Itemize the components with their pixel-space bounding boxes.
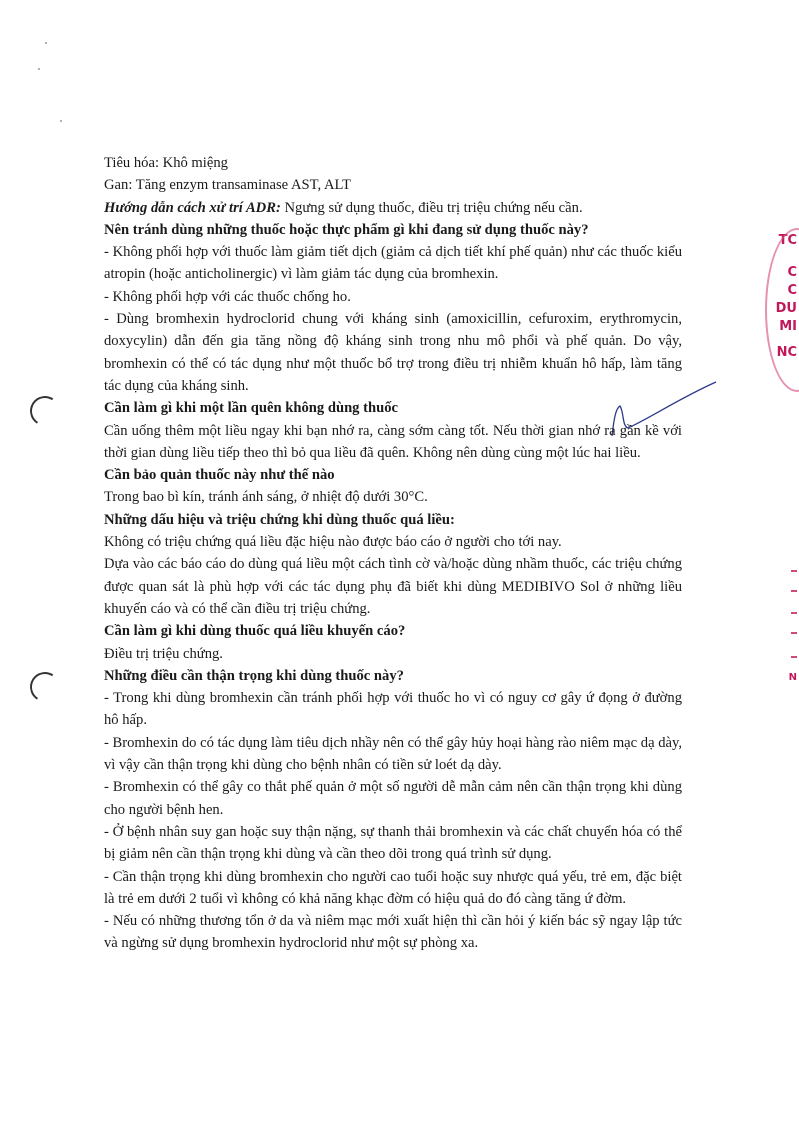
stamp-letter: MI: [779, 319, 797, 334]
document-body: [104, 152, 682, 955]
paragraph: - Bromhexin do có tác dụng làm tiêu dịch nhầy nên có thể gây hủy hoại hàng rào niêm mạc dạ dày, vì vậy cần thận trọng khi dùng cho bệnh nhân có tiền sử loét dạ dày.: [104, 734, 682, 774]
paragraph: - Trong khi dùng bromhexin cần tránh phối hợp với thuốc ho vì có nguy cơ gây ứ đọng ở đường hô hấp.: [104, 690, 682, 729]
paragraph: Điều trị triệu chứng.: [104, 645, 223, 662]
stamp-ring: [765, 228, 799, 392]
paragraph: - Bromhexin có thể gây co thắt phế quản ở một số người dễ mẫn cảm nên cần thận trọng khi dùng cho người bệnh hen.: [104, 779, 682, 818]
scan-speck: [60, 120, 62, 122]
stamp-letter: NC: [776, 345, 797, 360]
official-stamp: [769, 228, 799, 388]
stamp-fragment: [777, 560, 799, 690]
paragraph: Dựa vào các báo cáo do dùng quá liều một cách tình cờ và/hoặc dùng nhầm thuốc, các triệu chứng được quan sát là phù hợp với các tác dụng phụ đã biết khi dùng MEDIBIVO Sol ở những liều khuyến cáo và có thể cần điều trị triệu chứng.: [104, 556, 682, 617]
section-heading: Cần làm gì khi dùng thuốc quá liều khuyến cáo?: [104, 623, 406, 640]
section-heading: Nên tránh dùng những thuốc hoặc thực phẩm gì khi đang sử dụng thuốc này?: [104, 221, 589, 238]
hole-punch-mark: [27, 393, 63, 429]
text-line: Gan: Tăng enzym transaminase AST, ALT: [104, 177, 351, 194]
section-heading: Những dấu hiệu và triệu chứng khi dùng thuốc quá liều:: [104, 511, 455, 528]
section-heading: Cần bảo quản thuốc này như thế nào: [104, 467, 335, 484]
paragraph: Trong bao bì kín, tránh ánh sáng, ở nhiệt độ dưới 30°C.: [104, 489, 428, 506]
text-line: Tiêu hóa: Khô miệng: [104, 155, 228, 171]
scan-speck: [38, 68, 40, 70]
paragraph: - Không phối hợp với các thuốc chống ho.: [104, 288, 351, 305]
paragraph: - Không phối hợp với thuốc làm giảm tiết dịch (giảm cả dịch tiết khí phế quản) như các thuốc kiểu atropin (hoặc anticholinergic) vì làm giảm tác dụng của bromhexin.: [104, 244, 682, 283]
stamp-letter: C: [787, 265, 797, 280]
scan-speck: [45, 42, 47, 44]
section-heading: Cần làm gì khi một lần quên không dùng thuốc: [104, 400, 398, 417]
adr-guidance: [104, 197, 682, 219]
adr-text: Ngưng sử dụng thuốc, điều trị triệu chứng nếu cần.: [280, 199, 583, 216]
adr-label: Hướng dẫn cách xử trí ADR:: [104, 199, 281, 216]
paragraph: - Dùng bromhexin hydroclorid chung với kháng sinh (amoxicillin, cefuroxim, erythromycin, doxycylin) dẫn đến gia tăng nồng độ kháng sinh trong nhu mô phổi và phế quản. Do vậy, bromhexin có thể có tác dụng như một thuốc bổ trợ trong điều trị nhiễm khuẩn hô hấp, làm tăng tác dụng của kháng sinh.: [104, 311, 682, 394]
stamp-letter: N: [788, 672, 797, 683]
stamp-letter: DU: [775, 301, 797, 316]
paragraph: Không có triệu chứng quá liều đặc hiệu nào được báo cáo ở người cho tới nay.: [104, 534, 562, 551]
stamp-letter: C: [787, 283, 797, 298]
section-heading: Những điều cần thận trọng khi dùng thuốc này?: [104, 667, 404, 684]
paragraph: - Cần thận trọng khi dùng bromhexin cho người cao tuổi hoặc suy nhược quá yếu, trẻ em, đặc biệt là trẻ em dưới 2 tuổi vì không có khả năng khạc đờm có hiệu quả do đó càng tăng ứ đờm.: [104, 868, 682, 907]
hole-punch-mark: [27, 669, 63, 705]
stamp-letter: TC: [778, 233, 797, 248]
paragraph: Cần uống thêm một liều ngay khi bạn nhớ ra, càng sớm càng tốt. Nếu thời gian nhớ ra gần kề với thời gian dùng liều tiếp theo thì bỏ qua liều đã quên. Không nên dùng cùng một lúc hai liều.: [104, 422, 682, 461]
paragraph: - Nếu có những thương tổn ở da và niêm mạc mới xuất hiện thì cần hỏi ý kiến bác sỹ ngay lập tức và ngừng sử dụng bromhexin hydroclorid như một sự phòng xa.: [104, 913, 682, 952]
paragraph: - Ở bệnh nhân suy gan hoặc suy thận nặng, sự thanh thải bromhexin và các chất chuyển hóa có thể bị giảm nên cần thận trọng khi dùng và cần theo dõi trong quá trình sử dụng.: [104, 823, 682, 863]
